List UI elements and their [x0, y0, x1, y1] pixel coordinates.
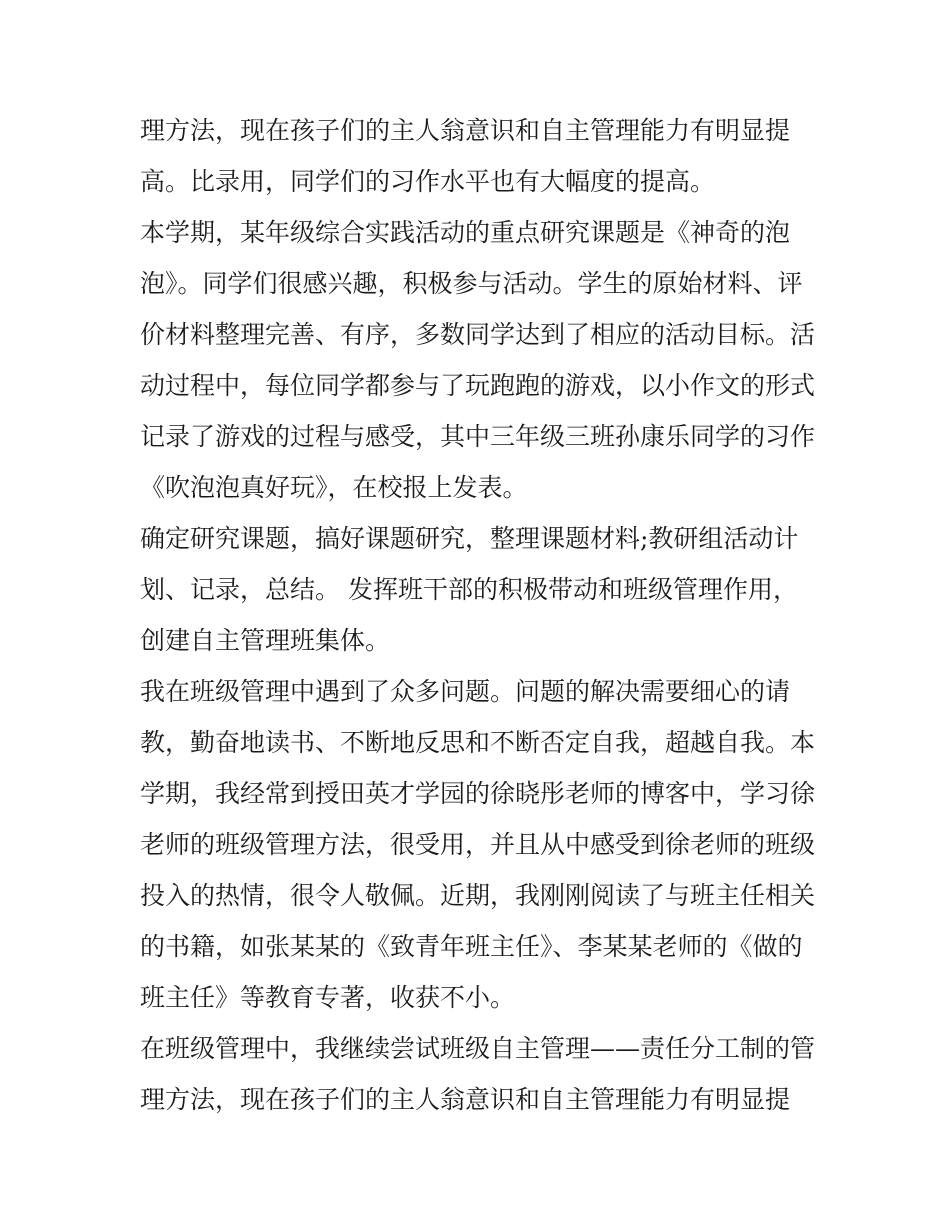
text-line: 泡》。同学们很感兴趣，积极参与活动。学生的原始材料、评 [140, 269, 803, 298]
text-line: 理方法，现在孩子们的主人翁意识和自主管理能力有明显提 [140, 116, 791, 145]
text-line: 创建自主管理班集体。 [140, 626, 391, 655]
text-line: 高。比录用，同学们的习作水平也有大幅度的提高。 [140, 167, 716, 196]
text-line: 确定研究课题，搞好课题研究，整理课题材料;教研组活动计 [140, 524, 799, 553]
text-line: 本学期，某年级综合实践活动的重点研究课题是《神奇的泡 [140, 218, 791, 247]
text-line: 《吹泡泡真好玩》，在校报上发表。 [140, 473, 528, 502]
paragraph [140, 1029, 820, 1131]
text-line: 班主任》等教育专著，收获不小。 [140, 983, 516, 1012]
text-line: 我在班级管理中遇到了众多问题。问题的解决需要细心的请 [140, 677, 791, 706]
text-line: 动过程中，每位同学都参与了玩跑跑的游戏，以小作文的形式 [140, 371, 816, 400]
text-line: 教，勤奋地读书、不断地反思和不断否定自我，超越自我。本 [140, 728, 816, 757]
text-line: 划、记录，总结。 发挥班干部的积极带动和班级管理作用， [140, 575, 798, 604]
paragraph [140, 213, 820, 519]
document-body [140, 111, 820, 1131]
paragraph [140, 111, 820, 213]
text-line: 记录了游戏的过程与感受，其中三年级三班孙康乐同学的习作 [140, 422, 816, 451]
text-line: 理方法，现在孩子们的主人翁意识和自主管理能力有明显提 [140, 1085, 791, 1114]
text-line: 价材料整理完善、有序，多数同学达到了相应的活动目标。活 [140, 320, 816, 349]
text-line: 在班级管理中，我继续尝试班级自主管理——责任分工制的管 [140, 1034, 816, 1063]
text-line: 的书籍，如张某某的《致青年班主任》、李某某老师的《做的 [140, 932, 803, 961]
text-line: 老师的班级管理方法，很受用，并且从中感受到徐老师的班级 [140, 830, 816, 859]
text-line: 学期，我经常到授田英才学园的徐晓彤老师的博客中，学习徐 [140, 779, 816, 808]
paragraph [140, 519, 820, 672]
paragraph [140, 672, 820, 1029]
text-line: 投入的热情，很令人敬佩。近期，我刚刚阅读了与班主任相关 [140, 881, 816, 910]
